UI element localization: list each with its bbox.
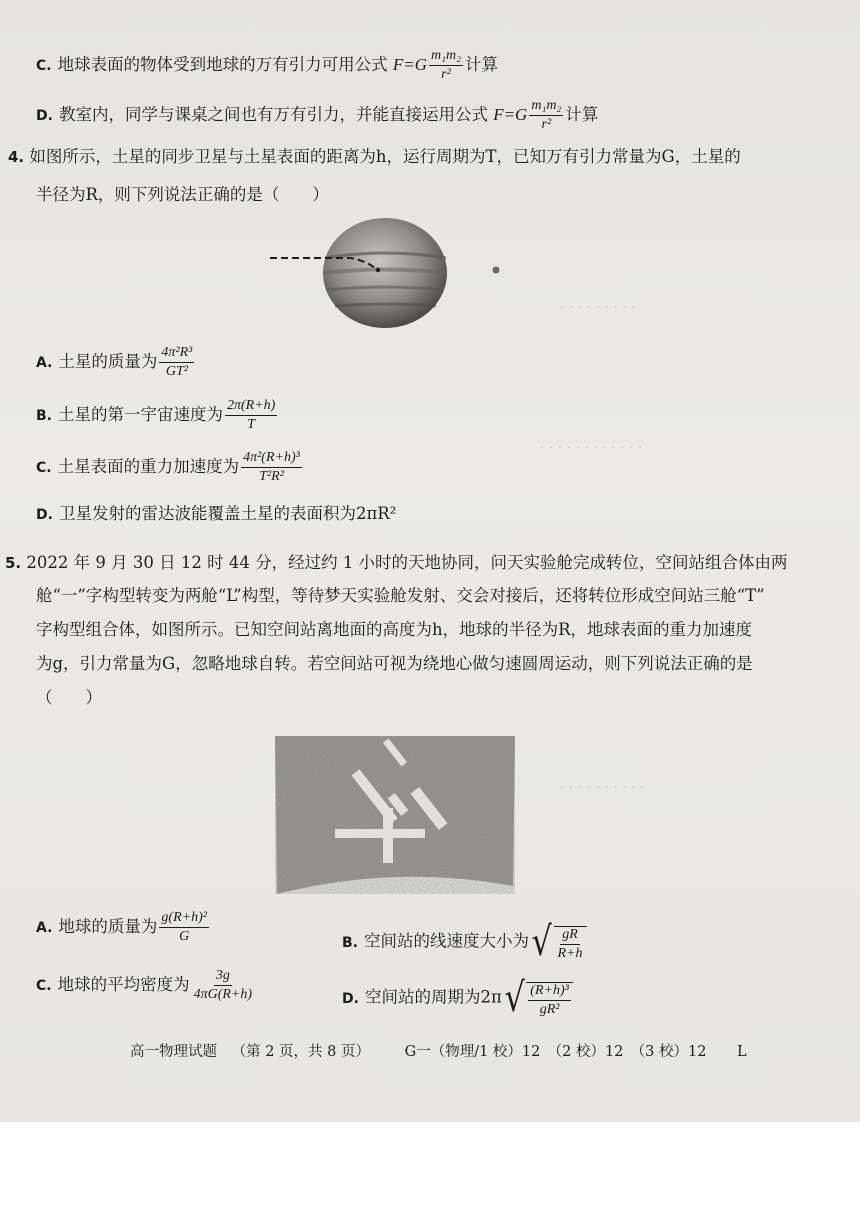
q4-c-fraction: $\frac{\text{4π²(R+h)³}}{\text{T²R²}}$ bbox=[243, 450, 300, 485]
q5-option-c: C. 地球的平均密度为 $\frac{3g}{4\pi G(R+h)}$ bbox=[36, 968, 253, 1003]
q4-a-fraction: $\frac{\text{4π²R³}}{\text{GT²}}$ bbox=[161, 345, 193, 380]
q5-a-fraction: $\frac{\text{g(R+h)²}}{G}$ bbox=[161, 910, 207, 945]
q3-option-c: C. 地球表面的物体受到地球的万有引力可用公式 F=G $\frac{\text{m₁m₂}}{\text{r²}}$ 计算 bbox=[36, 48, 498, 83]
q5-d-fraction: $\frac{\text{(R+h)³}}{\text{gR²}}$ bbox=[530, 983, 569, 1018]
q5-c-fraction: $\frac{3g}{4\pi G(R+h)}$ bbox=[193, 968, 253, 1003]
q4-b-fraction: $\frac{2\pi(R+h)}{T}$ bbox=[227, 398, 276, 433]
radical-sign: √ bbox=[504, 975, 525, 1021]
q5-stem-line3: 字构型组合体，如图所示。已知空间站离地面的高度为h，地球的半径为R，地球表面的重力加速度 bbox=[36, 620, 753, 639]
radical-sign: √ bbox=[531, 919, 552, 965]
q3-d-fraction: $\frac{\text{m₁m₂}}{\text{r²}}$ bbox=[531, 98, 562, 133]
q4-option-c: C. 土星表面的重力加速度为 $\frac{\text{4π²(R+h)³}}{\text{T²R²}}$ bbox=[36, 450, 300, 485]
q4-option-d: D. 卫星发射的雷达波能覆盖土星的表面积为2πR² bbox=[36, 504, 397, 523]
bleed-through-text: · · · · · · · · · · bbox=[560, 780, 645, 796]
saturn-figure bbox=[260, 218, 520, 333]
q5-option-b: B. 空间站的线速度大小为 √ $\frac{gR}{R+h}$ bbox=[342, 922, 587, 962]
q4-option-b: B. 土星的第一宇宙速度为 $\frac{2\pi(R+h)}{T}$ bbox=[36, 398, 276, 433]
footer-mark: L bbox=[737, 1044, 747, 1060]
q4-stem-line2: 半径为R，则下列说法正确的是（ ） bbox=[36, 185, 329, 204]
q4-stem-line1: 4. 如图所示，土星的同步卫星与土星表面的距离为h，运行周期为T，已知万有引力常量为G，土星的 bbox=[8, 147, 741, 166]
page-footer bbox=[130, 1040, 757, 1061]
footer-title: 高一物理试题 bbox=[130, 1044, 217, 1060]
q5-stem-line5: （ ） bbox=[36, 688, 102, 707]
q5-stem-line4: 为g，引力常量为G，忽略地球自转。若空间站可视为绕地心做匀速圆周运动，则下列说法正确的是 bbox=[36, 654, 753, 673]
q5-option-a: A. 地球的质量为 $\frac{\text{g(R+h)²}}{G}$ bbox=[36, 910, 207, 945]
q5-option-d: D. 空间站的周期为2π √ $\frac{\text{(R+h)³}}{\text{gR²}}$ bbox=[342, 978, 573, 1018]
bleed-through-text: · · · · · · · · · bbox=[560, 300, 636, 316]
q4-option-a: A. 土星的质量为 $\frac{\text{4π²R³}}{\text{GT²}}$ bbox=[36, 345, 193, 380]
q5-b-sqrt bbox=[529, 919, 587, 965]
q5-b-fraction: $\frac{gR}{R+h}$ bbox=[557, 927, 583, 962]
footer-code: G一（物理/1 校）12 （2 校）12 （3 校）12 bbox=[404, 1044, 707, 1060]
q3-option-d: D. 教室内，同学与课桌之间也有万有引力，并能直接运用公式 F=G $\frac{\text{m₁m₂}}{\text{r²}}$ 计算 bbox=[36, 98, 599, 133]
q5-stem-line1: 5. 2022 年 9 月 30 日 12 时 44 分，经过约 1 小时的天地协同，问天实验舱完成转位，空间站组合体由两 bbox=[5, 553, 788, 572]
q3-c-fraction: $\frac{\text{m₁m₂}}{\text{r²}}$ bbox=[430, 48, 461, 83]
q5-stem-line2: 舱“一”字构型转变为两舱“L”构型，等待梦天实验舱发射、交会对接后，还将转位形成空间站三舱“T” bbox=[36, 586, 765, 605]
footer-page: （第 2 页，共 8 页） bbox=[231, 1044, 370, 1060]
bleed-through-text: · · · · · · · · · · · · bbox=[540, 440, 643, 456]
space-station-photo bbox=[275, 736, 515, 894]
q5-d-sqrt bbox=[502, 975, 573, 1021]
